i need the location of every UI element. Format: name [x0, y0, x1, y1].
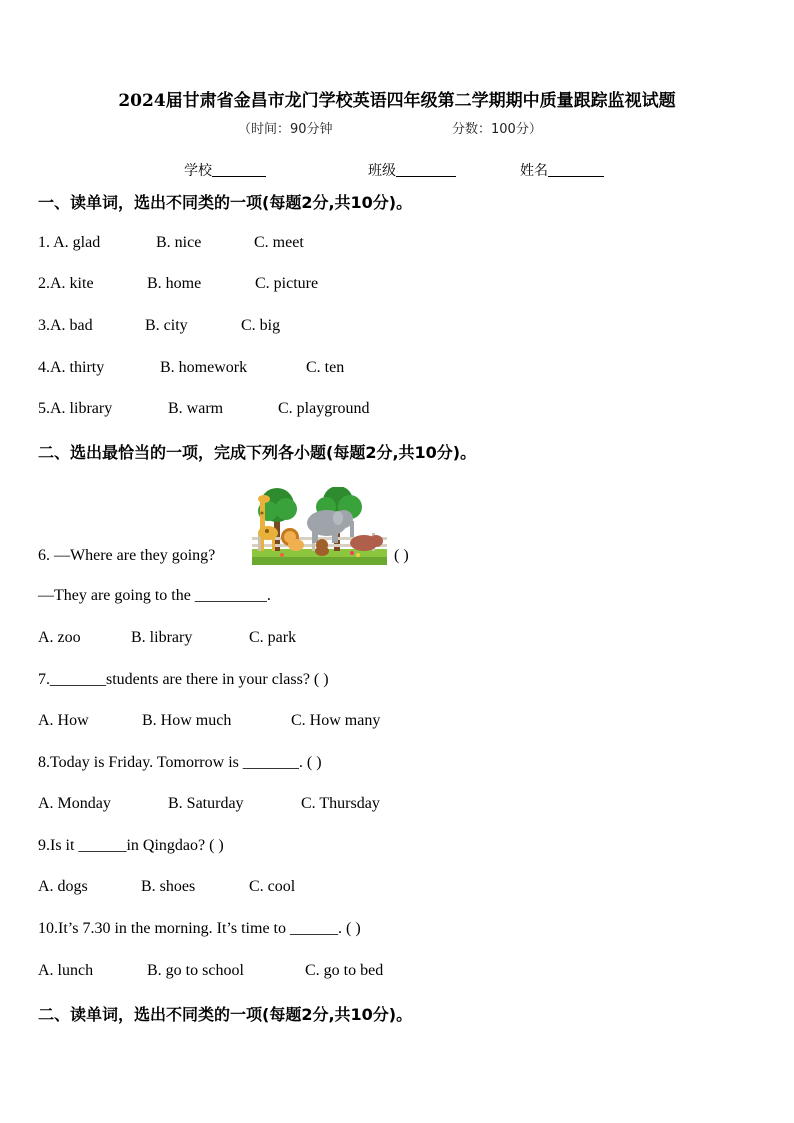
q6-option-a: A. zoo	[38, 629, 81, 646]
exam-score: 分数：100分）	[452, 122, 542, 137]
q7-option-b: B. How much	[142, 712, 232, 729]
school-field	[184, 160, 266, 180]
q9-option-b: B. shoes	[141, 878, 196, 895]
q6-answer-line: —They are going to the _________.	[38, 587, 271, 604]
q9-option-c: C. cool	[249, 878, 296, 895]
q6-stem: 6. —Where are they going?	[38, 547, 216, 564]
q4-option-b: B. homework	[160, 359, 248, 376]
q6-option-b: B. library	[131, 629, 193, 646]
q10-option-c: C. go to bed	[305, 962, 384, 979]
q7-stem: 7._______students are there in your class? ( )	[38, 671, 329, 688]
q1-option-a: 1. A. glad	[38, 234, 101, 251]
q5-option-c: C. playground	[278, 400, 370, 417]
q3-option-a: 3.A. bad	[38, 317, 93, 334]
section-2-heading: 二、选出最恰当的一项，完成下列各小题(每题2分,共10分)。	[38, 443, 477, 462]
q3-option-b: B. city	[145, 317, 188, 334]
school-label: 学校	[184, 163, 212, 179]
q1-option-c: C. meet	[254, 234, 304, 251]
section-3-heading: 二、读单词，选出不同类的一项(每题2分,共10分)。	[38, 1005, 413, 1024]
school-blank	[212, 162, 266, 177]
exam-title: 2024届甘肃省金昌市龙门学校英语四年级第二学期期中质量跟踪监视试题	[118, 91, 676, 111]
q9-stem: 9.Is it ______in Qingdao? ( )	[38, 837, 224, 854]
q8-stem: 8.Today is Friday. Tomorrow is _______. ( )	[38, 754, 322, 771]
name-blank	[548, 162, 604, 177]
q4-option-c: C. ten	[306, 359, 345, 376]
q4-option-a: 4.A. thirty	[38, 359, 105, 376]
q3-option-c: C. big	[241, 317, 281, 334]
q7-option-a: A. How	[38, 712, 89, 729]
exam-time: （时间：90分钟	[238, 122, 333, 137]
q9-option-a: A. dogs	[38, 878, 88, 895]
q2-option-b: B. home	[147, 275, 202, 292]
class-blank	[396, 162, 456, 177]
q2-option-c: C. picture	[255, 275, 319, 292]
q6-option-c: C. park	[249, 629, 297, 646]
q8-option-b: B. Saturday	[168, 795, 244, 812]
name-label: 姓名	[520, 163, 548, 179]
class-field	[368, 160, 456, 180]
section-1-heading: 一、读单词，选出不同类的一项(每题2分,共10分)。	[38, 193, 413, 212]
q1-option-b: B. nice	[156, 234, 202, 251]
q7-option-c: C. How many	[291, 712, 381, 729]
q8-option-c: C. Thursday	[301, 795, 380, 812]
class-label: 班级	[368, 163, 396, 179]
q8-option-a: A. Monday	[38, 795, 111, 812]
q10-stem: 10.It’s 7.30 in the morning. It’s time to ______. ( )	[38, 920, 361, 937]
q2-option-a: 2.A. kite	[38, 275, 94, 292]
question-1	[38, 234, 100, 252]
q6-paren: ( )	[394, 547, 409, 564]
zoo-animals-image	[252, 487, 387, 565]
q5-option-b: B. warm	[168, 400, 224, 417]
q5-option-a: 5.A. library	[38, 400, 113, 417]
name-field	[520, 160, 604, 180]
q10-option-a: A. lunch	[38, 962, 94, 979]
q10-option-b: B. go to school	[147, 962, 244, 979]
